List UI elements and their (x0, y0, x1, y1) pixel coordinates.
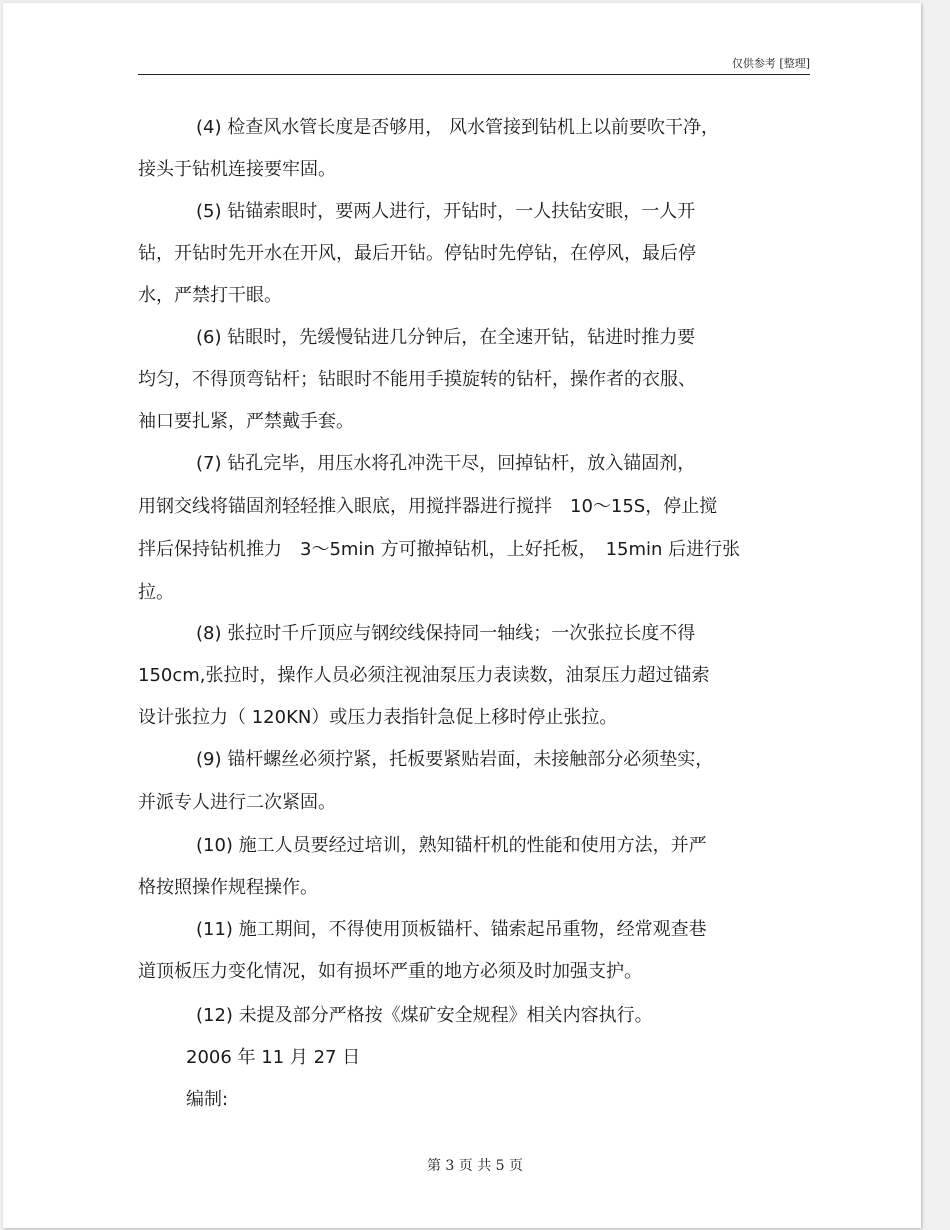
body-line: (9) 锚杆螺丝必须拧紧，托板要紧贴岩面，未接触部分必须垫实， (196, 749, 714, 770)
body-line: 150cm,张拉时，操作人员必须注视油泵压力表读数，油泵压力超过锚索 (138, 665, 710, 686)
page-number: 第 3 页 共 5 页 (426, 1158, 524, 1174)
body-line: 钻，开钻时先开水在开风，最后开钻。停钻时先停钻，在停风，最后停 (138, 243, 696, 264)
body-line: (6) 钻眼时，先缓慢钻进几分钟后，在全速开钻，钻进时推力要 (196, 327, 696, 348)
body-line: 道顶板压力变化情况，如有损坏严重的地方必须及时加强支护。 (138, 961, 642, 982)
body-line: (12) 未提及部分严格按《煤矿安全规程》相关内容执行。 (196, 1005, 653, 1026)
body-line: (11) 施工期间，不得使用顶板锚杆、锚索起吊重物，经常观查巷 (196, 919, 707, 940)
document-page (3, 3, 921, 1228)
body-line: (5) 钻锚索眼时，要两人进行，开钻时，一人扶钻安眼，一人开 (196, 201, 696, 222)
body-line: 接头于钻机连接要牢固。 (138, 159, 336, 180)
body-line: 用钢交线将锚固剂轻轻推入眼底，用搅拌器进行搅拌 10～15S，停止搅 (138, 496, 718, 517)
body-line: 均匀，不得顶弯钻杆；钻眼时不能用手摸旋转的钻杆，操作者的衣服、 (138, 369, 696, 390)
author-line: 编制: (186, 1089, 229, 1110)
body-line: 格按照操作规程操作。 (138, 877, 318, 898)
header-rule (138, 74, 810, 75)
body-line: (10) 施工人员要经过培训，熟知锚杆机的性能和使用方法，并严 (196, 835, 707, 856)
header-note: 仅供参考 [整理] (731, 57, 810, 70)
body-line: (7) 钻孔完毕，用压水将孔冲洗干尽，回掉钻杆，放入锚固剂， (196, 453, 696, 474)
body-line: 并派专人进行二次紧固。 (138, 792, 336, 813)
body-line: (8) 张拉时千斤顶应与钢绞线保持同一轴线；一次张拉长度不得 (196, 623, 696, 644)
body-line: 袖口要扎紧，严禁戴手套。 (138, 411, 354, 432)
body-line: 设计张拉力（ 120KN）或压力表指针急促上移时停止张拉。 (138, 707, 618, 728)
body-line: 拉。 (138, 582, 174, 603)
body-line: 水，严禁打干眼。 (138, 285, 282, 306)
body-line: (4) 检查风水管长度是否够用， 风水管接到钻机上以前要吹干净， (196, 117, 719, 138)
body-line: 拌后保持钻机推力 3～5min 方可撤掉钻机，上好托板， 15min 后进行张 (138, 539, 741, 560)
date-line: 2006 年 11 月 27 日 (186, 1047, 361, 1068)
